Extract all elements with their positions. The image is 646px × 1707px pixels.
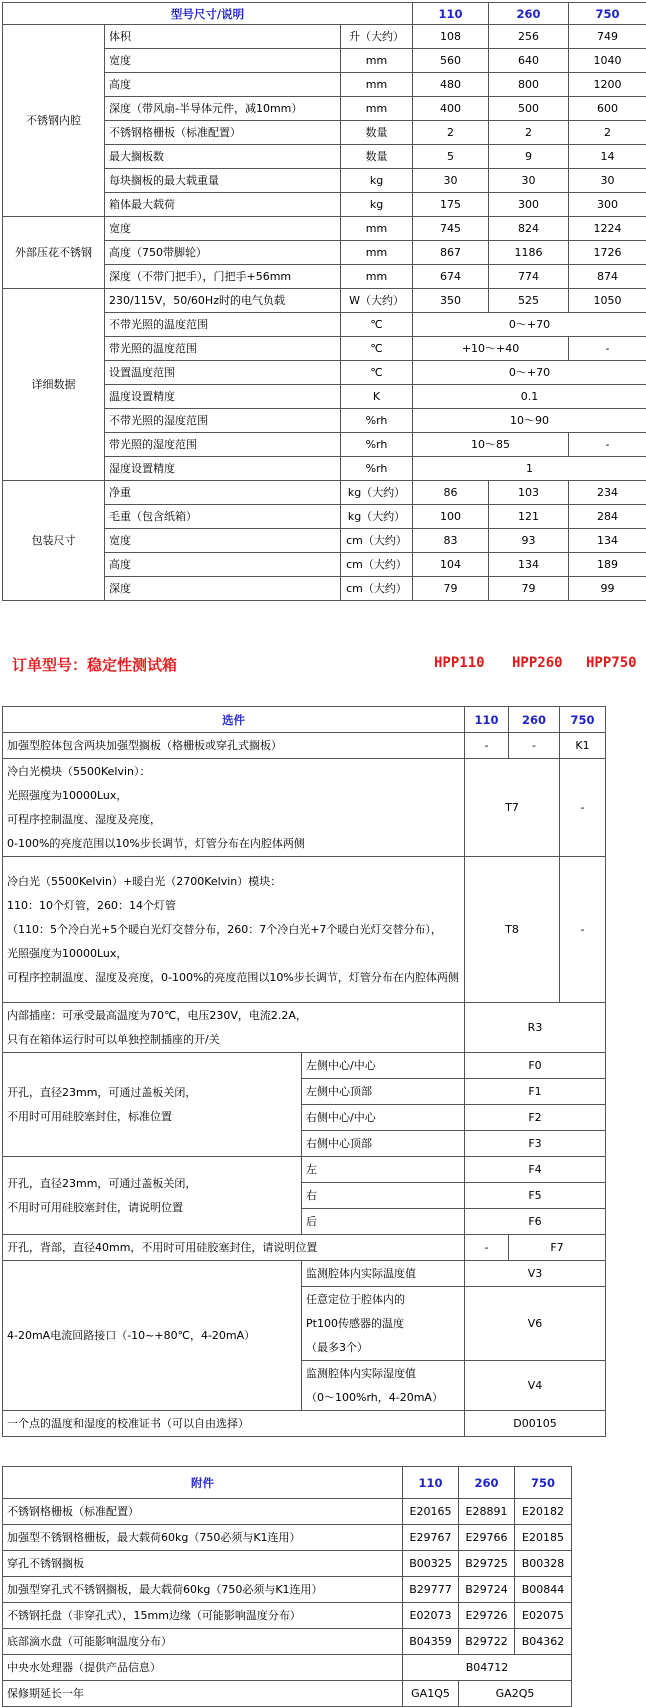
spec-label: 净重 (105, 481, 341, 505)
spec-label: 深度（不带门把手），门把手+56mm (105, 265, 341, 289)
spec-unit: kg（大约） (341, 481, 413, 505)
spec-value: 2 (413, 121, 489, 145)
spec-value: 1200 (569, 73, 646, 97)
accessory-code: B00328 (515, 1551, 572, 1577)
spec-unit: ℃ (341, 337, 413, 361)
spec-value: 9 (489, 145, 569, 169)
spec-row (3, 289, 646, 313)
option-position (302, 1287, 465, 1361)
options-table (2, 706, 606, 1437)
spec-value: 79 (413, 577, 489, 601)
text-line: 开孔，直径23mm，可通过盖板关闭， (7, 1172, 297, 1196)
spec-value: 10～85 (413, 433, 569, 457)
spec-value: 1224 (569, 217, 646, 241)
spec-unit: cm（大约） (341, 553, 413, 577)
spec-label: 高度 (105, 73, 341, 97)
text-line: 只有在箱体运行时可以单独控制插座的开/关 (7, 1028, 460, 1052)
spec-label: 毛重（包含纸箱） (105, 505, 341, 529)
spec-row (3, 481, 646, 505)
options-header-row (3, 707, 606, 733)
spec-value: 1050 (569, 289, 646, 313)
spec-value: 2 (489, 121, 569, 145)
spec-row (3, 217, 646, 241)
option-code: F1 (465, 1079, 606, 1105)
text-line: 0-100%的亮度范围以10%步长调节，灯管分布在内腔体两侧 (7, 832, 460, 856)
spec-label: 宽度 (105, 49, 341, 73)
spec-unit: kg (341, 193, 413, 217)
spec-value: 824 (489, 217, 569, 241)
spec-value: 0～+70 (413, 361, 646, 385)
spec-label: 带光照的湿度范围 (105, 433, 341, 457)
option-code: T8 (465, 857, 560, 1003)
spec-unit: mm (341, 265, 413, 289)
order-model: HPP110 (434, 655, 485, 671)
text-line: 可程序控制温度、湿度及亮度，0-100%的亮度范围以10%步长调节，灯管分布在内腔体两侧 (7, 966, 460, 990)
accessory-row (3, 1525, 572, 1551)
options-header-label: 选件 (3, 707, 465, 733)
spec-value: 14 (569, 145, 646, 169)
text-line: 110：10个灯管，260：14个灯管 (7, 894, 460, 918)
spec-header-label: 型号尺寸/说明 (3, 3, 413, 25)
option-row (3, 1235, 606, 1261)
accessories-table (2, 1466, 572, 1707)
spec-label: 高度 (105, 553, 341, 577)
text-line: 光照强度为10000Lux， (7, 784, 460, 808)
accessory-code: B04362 (515, 1629, 572, 1655)
spec-unit: K (341, 385, 413, 409)
option-position: 左侧中心/中心 (302, 1053, 465, 1079)
option-code: - (509, 733, 560, 759)
spec-unit: %rh (341, 409, 413, 433)
spec-value: 100 (413, 505, 489, 529)
spec-label: 湿度设置精度 (105, 457, 341, 481)
spec-header-model: 110 (413, 3, 489, 25)
option-code: V4 (465, 1361, 606, 1411)
accessories-header-row (3, 1467, 572, 1499)
text-line: 光照强度为10000Lux， (7, 942, 460, 966)
spec-label: 不带光照的温度范围 (105, 313, 341, 337)
spec-value: 500 (489, 97, 569, 121)
option-code: K1 (560, 733, 606, 759)
accessories-header-model: 110 (403, 1467, 459, 1499)
option-row (3, 1157, 606, 1183)
option-text: 加强型腔体包含两块加强型搁板（格栅板或穿孔式搁板） (3, 733, 465, 759)
accessory-label: 穿孔不锈钢搁板 (3, 1551, 403, 1577)
text-line: 监测腔体内实际湿度值 (306, 1362, 460, 1386)
spec-label: 箱体最大载荷 (105, 193, 341, 217)
text-line: （最多3个） (306, 1336, 460, 1360)
spec-value: 121 (489, 505, 569, 529)
text-line: 不用时可用硅胶塞封住，标准位置 (7, 1105, 297, 1129)
spec-value: 134 (489, 553, 569, 577)
option-text: 开孔，背部，直径40mm，不用时可用硅胶塞封住，请说明位置 (3, 1235, 465, 1261)
accessory-row (3, 1499, 572, 1525)
spec-value: 560 (413, 49, 489, 73)
spec-group-label: 详细数据 (3, 289, 105, 481)
option-position (302, 1361, 465, 1411)
accessory-code: B04359 (403, 1629, 459, 1655)
spec-group-label: 外部压花不锈钢 (3, 217, 105, 289)
spec-header-model: 750 (569, 3, 646, 25)
spec-value: 874 (569, 265, 646, 289)
accessory-code: GA2Q5 (459, 1681, 572, 1707)
accessories-header-model: 750 (515, 1467, 572, 1499)
spec-unit: %rh (341, 433, 413, 457)
spec-value: 745 (413, 217, 489, 241)
spec-value: - (569, 433, 646, 457)
spec-unit: cm（大约） (341, 529, 413, 553)
option-code: F4 (465, 1157, 606, 1183)
spec-label: 230/115V，50/60Hz时的电气负载 (105, 289, 341, 313)
spec-value: 234 (569, 481, 646, 505)
spec-unit: ℃ (341, 313, 413, 337)
accessory-code: E28891 (459, 1499, 515, 1525)
option-position: 左侧中心顶部 (302, 1079, 465, 1105)
spec-unit: mm (341, 73, 413, 97)
accessory-code: E02073 (403, 1603, 459, 1629)
spec-value: 86 (413, 481, 489, 505)
option-position: 后 (302, 1209, 465, 1235)
spec-value: 350 (413, 289, 489, 313)
spec-value: 480 (413, 73, 489, 97)
spec-value: 674 (413, 265, 489, 289)
accessory-code: E20182 (515, 1499, 572, 1525)
option-code: F0 (465, 1053, 606, 1079)
spec-value: 1726 (569, 241, 646, 265)
spec-value: 103 (489, 481, 569, 505)
accessory-code: E20185 (515, 1525, 572, 1551)
options-header-model: 260 (509, 707, 560, 733)
accessory-code: B29777 (403, 1577, 459, 1603)
text-line: 监测腔体内实际温度值 (306, 1267, 460, 1281)
spec-value: 400 (413, 97, 489, 121)
option-row (3, 1261, 606, 1287)
spec-unit: %rh (341, 457, 413, 481)
accessory-label: 加强型穿孔式不锈钢搁板，最大载荷60kg（750必须与K1连用） (3, 1577, 403, 1603)
accessory-label: 不锈钢格栅板（标准配置） (3, 1499, 403, 1525)
accessory-row (3, 1577, 572, 1603)
spec-value: 525 (489, 289, 569, 313)
spec-group-label: 包装尺寸 (3, 481, 105, 601)
option-code: D00105 (465, 1411, 606, 1437)
spec-label: 温度设置精度 (105, 385, 341, 409)
spec-value: 108 (413, 25, 489, 49)
spec-label: 深度 (105, 577, 341, 601)
accessory-label: 保修期延长一年 (3, 1681, 403, 1707)
spec-label: 最大搁板数 (105, 145, 341, 169)
spec-value: 0～+70 (413, 313, 646, 337)
option-code: F7 (509, 1235, 606, 1261)
spec-value: 1186 (489, 241, 569, 265)
accessory-label: 中央水处理器（提供产品信息） (3, 1655, 403, 1681)
accessory-code: B00844 (515, 1577, 572, 1603)
option-text (3, 759, 465, 857)
spec-label: 带光照的温度范围 (105, 337, 341, 361)
text-line: 内部插座：可承受最高温度为70℃，电压230V，电流2.2A， (7, 1004, 460, 1028)
spec-value: 774 (489, 265, 569, 289)
option-code: F6 (465, 1209, 606, 1235)
spec-row (3, 25, 646, 49)
accessory-code: B00325 (403, 1551, 459, 1577)
option-text: 一个点的温度和湿度的校准证书（可以自由选择） (3, 1411, 465, 1437)
spec-value: 99 (569, 577, 646, 601)
spec-unit: mm (341, 97, 413, 121)
text-line: 不用时可用硅胶塞封住，请说明位置 (7, 1196, 297, 1220)
spec-value: 284 (569, 505, 646, 529)
spec-value: 5 (413, 145, 489, 169)
accessory-code: E29726 (459, 1603, 515, 1629)
option-row (3, 733, 606, 759)
option-code: T7 (465, 759, 560, 857)
option-code: F5 (465, 1183, 606, 1209)
spec-table (2, 2, 646, 601)
accessories-header-label: 附件 (3, 1467, 403, 1499)
spec-value: 93 (489, 529, 569, 553)
option-text (3, 1157, 302, 1235)
spec-value: - (569, 337, 646, 361)
option-text: 4-20mA电流回路接口（-10~+80℃，4-20mA） (3, 1261, 302, 1411)
option-text (3, 1003, 465, 1053)
spec-unit: mm (341, 49, 413, 73)
accessories-header-model: 260 (459, 1467, 515, 1499)
order-model: HPP260 (512, 655, 563, 671)
accessory-label: 加强型不锈钢格栅板，最大载荷60kg（750必须与K1连用） (3, 1525, 403, 1551)
spec-value: 134 (569, 529, 646, 553)
spec-unit: 升（大约） (341, 25, 413, 49)
accessory-row (3, 1551, 572, 1577)
spec-value: 79 (489, 577, 569, 601)
spec-unit: cm（大约） (341, 577, 413, 601)
accessory-code: B04712 (403, 1655, 572, 1681)
option-code: F3 (465, 1131, 606, 1157)
spec-value: 30 (413, 169, 489, 193)
accessory-row (3, 1629, 572, 1655)
accessory-code: E29766 (459, 1525, 515, 1551)
option-row (3, 1411, 606, 1437)
spec-group-label: 不锈钢内腔 (3, 25, 105, 217)
spec-value: 2 (569, 121, 646, 145)
text-line: 开孔，直径23mm，可通过盖板关闭， (7, 1081, 297, 1105)
spec-value: 83 (413, 529, 489, 553)
spec-value: 640 (489, 49, 569, 73)
spec-value: 1 (413, 457, 646, 481)
spec-unit: W（大约） (341, 289, 413, 313)
option-row (3, 1003, 606, 1053)
text-line: 冷白光（5500Kelvin）+暖白光（2700Kelvin）模块： (7, 870, 460, 894)
accessory-row (3, 1603, 572, 1629)
order-model: HPP750 (586, 655, 637, 671)
spec-value: 1040 (569, 49, 646, 73)
option-position: 右侧中心顶部 (302, 1131, 465, 1157)
accessory-code: GA1Q5 (403, 1681, 459, 1707)
spec-value: 30 (569, 169, 646, 193)
accessory-code: B29722 (459, 1629, 515, 1655)
spec-unit: 数量 (341, 121, 413, 145)
accessory-code: E20165 (403, 1499, 459, 1525)
option-text (3, 857, 465, 1003)
spec-header-model: 260 (489, 3, 569, 25)
option-code: V6 (465, 1287, 606, 1361)
spec-label: 高度（750带脚轮） (105, 241, 341, 265)
spec-label: 宽度 (105, 529, 341, 553)
spec-unit: mm (341, 241, 413, 265)
option-code: - (465, 733, 509, 759)
option-row (3, 857, 606, 1003)
accessory-row (3, 1655, 572, 1681)
spec-value: 0.1 (413, 385, 646, 409)
spec-unit: ℃ (341, 361, 413, 385)
spec-label: 体积 (105, 25, 341, 49)
spec-unit: kg（大约） (341, 505, 413, 529)
spec-value: 256 (489, 25, 569, 49)
option-row (3, 1053, 606, 1079)
spec-unit: kg (341, 169, 413, 193)
option-code: F2 (465, 1105, 606, 1131)
spec-label: 每块搁板的最大载重量 (105, 169, 341, 193)
order-line (12, 654, 642, 676)
spec-unit: mm (341, 217, 413, 241)
spec-label: 宽度 (105, 217, 341, 241)
spec-header-row (3, 3, 646, 25)
spec-label: 深度（带风扇-半导体元件，减10mm） (105, 97, 341, 121)
text-line: 可程序控制温度、湿度及亮度， (7, 808, 460, 832)
spec-unit: 数量 (341, 145, 413, 169)
text-line: （0～100%rh，4-20mA） (306, 1386, 460, 1410)
spec-label: 不带光照的湿度范围 (105, 409, 341, 433)
option-code: - (465, 1235, 509, 1261)
option-position: 右侧中心/中心 (302, 1105, 465, 1131)
accessory-code: B29724 (459, 1577, 515, 1603)
spec-value: +10～+40 (413, 337, 569, 361)
option-row (3, 759, 606, 857)
spec-value: 749 (569, 25, 646, 49)
option-position: 左 (302, 1157, 465, 1183)
text-line: 任意定位于腔体内的 (306, 1288, 460, 1312)
spec-value: 867 (413, 241, 489, 265)
accessory-label: 底部滴水盘（可能影响温度分布） (3, 1629, 403, 1655)
option-position (302, 1261, 465, 1287)
option-code: - (560, 857, 606, 1003)
spec-value: 300 (569, 193, 646, 217)
option-text (3, 1053, 302, 1157)
option-code: R3 (465, 1003, 606, 1053)
spec-value: 600 (569, 97, 646, 121)
spec-value: 800 (489, 73, 569, 97)
option-code: - (560, 759, 606, 857)
option-position: 右 (302, 1183, 465, 1209)
accessory-row (3, 1681, 572, 1707)
text-line: Pt100传感器的温度 (306, 1312, 460, 1336)
accessory-code: E02075 (515, 1603, 572, 1629)
accessory-code: B29725 (459, 1551, 515, 1577)
options-header-model: 110 (465, 707, 509, 733)
option-code: V3 (465, 1261, 606, 1287)
spec-value: 300 (489, 193, 569, 217)
accessory-code: E29767 (403, 1525, 459, 1551)
accessory-label: 不锈钢托盘（非穿孔式），15mm边缘（可能影响温度分布） (3, 1603, 403, 1629)
spec-value: 10～90 (413, 409, 646, 433)
text-line: （110：5个冷白光+5个暖白光灯交替分布，260：7个冷白光+7个暖白光灯交替分布）， (7, 918, 460, 942)
spec-label: 设置温度范围 (105, 361, 341, 385)
spec-value: 175 (413, 193, 489, 217)
spec-value: 30 (489, 169, 569, 193)
order-label: 订单型号：稳定性测试箱 (12, 654, 177, 675)
spec-value: 189 (569, 553, 646, 577)
spec-label: 不锈钢格栅板（标准配置） (105, 121, 341, 145)
options-header-model: 750 (560, 707, 606, 733)
spec-value: 104 (413, 553, 489, 577)
text-line: 冷白光模块（5500Kelvin）： (7, 760, 460, 784)
